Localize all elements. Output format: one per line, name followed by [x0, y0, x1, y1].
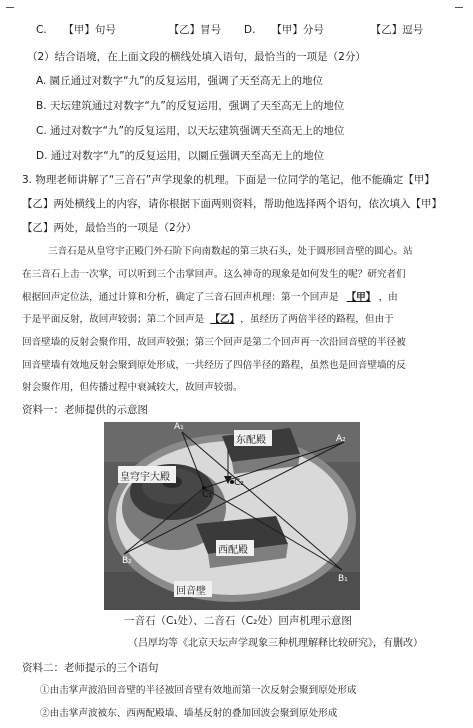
passage-line-5: 回音壁墙的反射会聚作用，故回声较强；第三个回声是第二个回声再一次沿回音壁的半径被	[22, 337, 406, 348]
q3-stem-line1: 3. 物理老师讲解了“三音石”声学现象的机理。下面是一位同学的笔记，他不能确定【甲】	[22, 174, 435, 186]
q2-option-c: C. 通过对数字“九”的反复运用，以天坛建筑强调天至高无上的地位	[36, 125, 345, 137]
option-d-letter: D.	[244, 24, 256, 36]
figure-caption: 一音石（C₁处）、二音石（C₂处）回声机理示意图	[124, 615, 352, 627]
passage-line-7: 射会聚作用，但传播过程中衰减较大，故回声较弱。	[22, 382, 243, 393]
label-b1: B₁	[338, 574, 348, 584]
option-c-letter: C.	[36, 24, 47, 36]
option-c-jia: 【甲】句号	[63, 24, 116, 36]
q3-stem-line2: 【乙】两处横线上的内容，请你根据下面两则资料，帮助他选择两个语句，依次填入【甲】	[22, 198, 442, 210]
option-c-yi: 【乙】冒号	[168, 24, 222, 36]
q2-stem: （2）结合语境，在上面文段的横线处填入语句，最恰当的一项是（2分）	[27, 51, 366, 63]
label-main-hall: 皇穹宇大殿	[120, 472, 170, 483]
label-c2: C₂	[234, 478, 244, 488]
q2-option-d: D. 通过对数字“九”的反复运用，以圜丘强调天至高无上的地位	[36, 150, 325, 162]
passage-line-3	[22, 291, 398, 305]
corner-mark-left	[6, 7, 14, 8]
option-d-yi: 【乙】逗号	[370, 24, 424, 36]
q2-option-b: B. 天坛建筑通过对数字“九”的反复运用，强调了天至高无上的地位	[36, 100, 345, 112]
label-a2: A₂	[336, 434, 346, 444]
label-west-hall: 西配殿	[218, 545, 248, 556]
material1-heading: 资料一：老师提供的示意图	[22, 404, 148, 416]
material2-sentence-1: ①由击掌声波沿回音壁的半径被回音壁有效地而第一次反射会聚到原处形成	[40, 685, 357, 696]
blank-yi: 【乙】	[210, 314, 235, 325]
passage-line-6: 回音壁墙有效地反射会聚到原处形成，一共经历了四倍半径的路程，虽然也是回音壁墙的反	[22, 360, 406, 371]
option-d-jia: 【甲】分号	[271, 24, 324, 36]
label-echo-wall: 回音壁	[176, 586, 206, 597]
passage-line-4	[22, 313, 394, 327]
label-a1: A₁	[174, 422, 184, 432]
passage-line-1: 三音石是从皇穹宇正殿门外石阶下向南数起的第三块石头，处于圆形回音壁的圆心。站	[48, 246, 413, 257]
material2-heading: 资料二：老师提示的三个语句	[22, 662, 159, 674]
label-c1: C₁	[202, 490, 212, 500]
material2-sentence-2: ②由击掌声波被东、西两配殿墙、墙基反射的叠加回波会聚到原处形成	[40, 708, 338, 719]
passage-line-3a: 根据回声定位法，通过计算和分析，确定了三音石回声机理：第一个回声是	[22, 292, 339, 303]
q3-stem-line3: 【乙】两处，最恰当的一项是（2分）	[22, 222, 197, 234]
figure-source: （吕厚均等《北京天坛声学现象三种机理解释比较研究》，有删改）	[128, 638, 423, 649]
q2-option-a: A. 圜丘通过对数字“九”的反复运用，强调了天至高无上的地位	[36, 75, 324, 87]
passage-line-3b: ，由	[378, 292, 398, 303]
passage-line-4b: ，虽经历了两倍半径的路程，但由于	[240, 314, 394, 325]
q1-options-cd	[36, 23, 423, 37]
blank-jia: 【甲】	[346, 292, 371, 303]
corner-mark-right	[455, 7, 463, 8]
passage-line-4a: 于是平面反射，故回声较弱；第二个回声是	[22, 314, 205, 325]
label-b2: B₂	[122, 556, 132, 566]
echo-mechanism-diagram	[104, 422, 360, 610]
passage-line-2: 在三音石上击一次掌，可以听到三个击掌回声。这么神奇的现象是如何发生的呢？研究者们	[22, 269, 406, 280]
label-east-hall: 东配殿	[236, 435, 266, 446]
